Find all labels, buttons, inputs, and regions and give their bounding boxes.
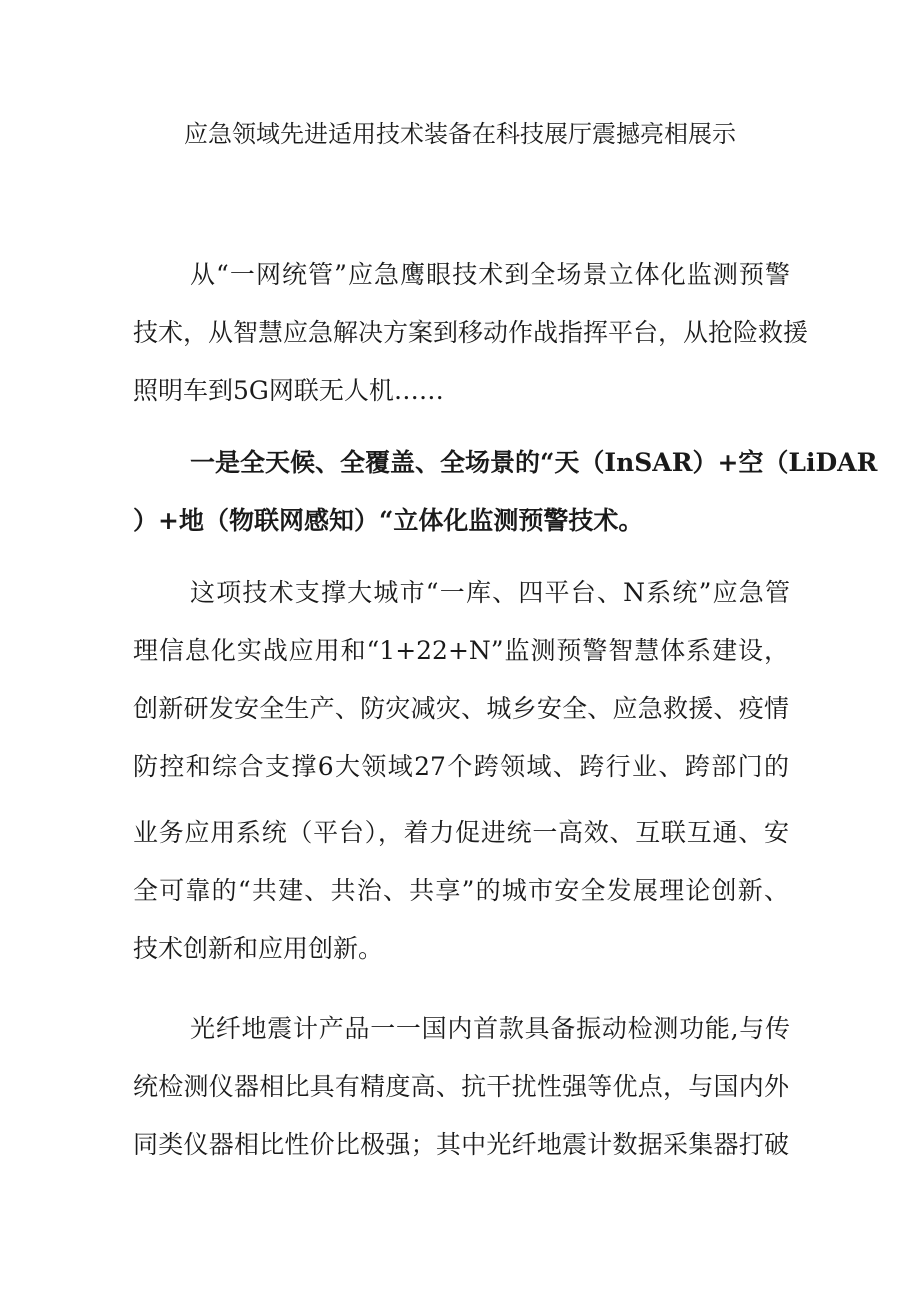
paragraph-4-line-3: 同类仪器相比性价比极强；其中光纤地震计数据采集器打破 [133, 1130, 789, 1159]
paragraph-3-line-3: 创新研发安全生产、防灾减灾、城乡安全、应急救援、疫情 [133, 694, 789, 723]
paragraph-3-line-5: 业务应用系统（平台），着力促进统一高效、互联互通、安 [133, 818, 789, 847]
paragraph-2-line-2: ）+地（物联网感知）“立体化监测预警技术。 [133, 506, 644, 535]
paragraph-3-line-7: 技术创新和应用创新。 [133, 934, 384, 963]
paragraph-4-line-1: 光纤地震计产品一一国内首款具备振动检测功能,与传 [190, 1014, 790, 1043]
paragraph-2-line-1: 一是全天候、全覆盖、全场景的“天（InSAR）+空（LiDAR [190, 448, 878, 477]
paragraph-4-line-2: 统检测仪器相比具有精度高、抗干扰性强等优点，与国内外 [133, 1072, 789, 1101]
document-title: 应急领域先进适用技术装备在科技展厅震撼亮相展示 [184, 120, 736, 148]
paragraph-3-line-1: 这项技术支撑大城市“一库、四平台、N系统”应急管 [190, 578, 790, 607]
paragraph-1-line-2: 技术，从智慧应急解决方案到移动作战指挥平台，从抢险救援 [133, 318, 809, 347]
paragraph-3-line-2: 理信息化实战应用和“1+22+N”监测预警智慧体系建设， [133, 636, 789, 665]
paragraph-1-line-3: 照明车到5G网联无人机…… [133, 376, 444, 405]
paragraph-3-line-6: 全可靠的“共建、共治、共享”的城市安全发展理论创新、 [133, 876, 789, 905]
paragraph-1-line-1: 从“一网统管”应急鹰眼技术到全场景立体化监测预警 [190, 260, 790, 289]
paragraph-3-line-4: 防控和综合支撑6大领域27个跨领域、跨行业、跨部门的 [133, 752, 789, 781]
